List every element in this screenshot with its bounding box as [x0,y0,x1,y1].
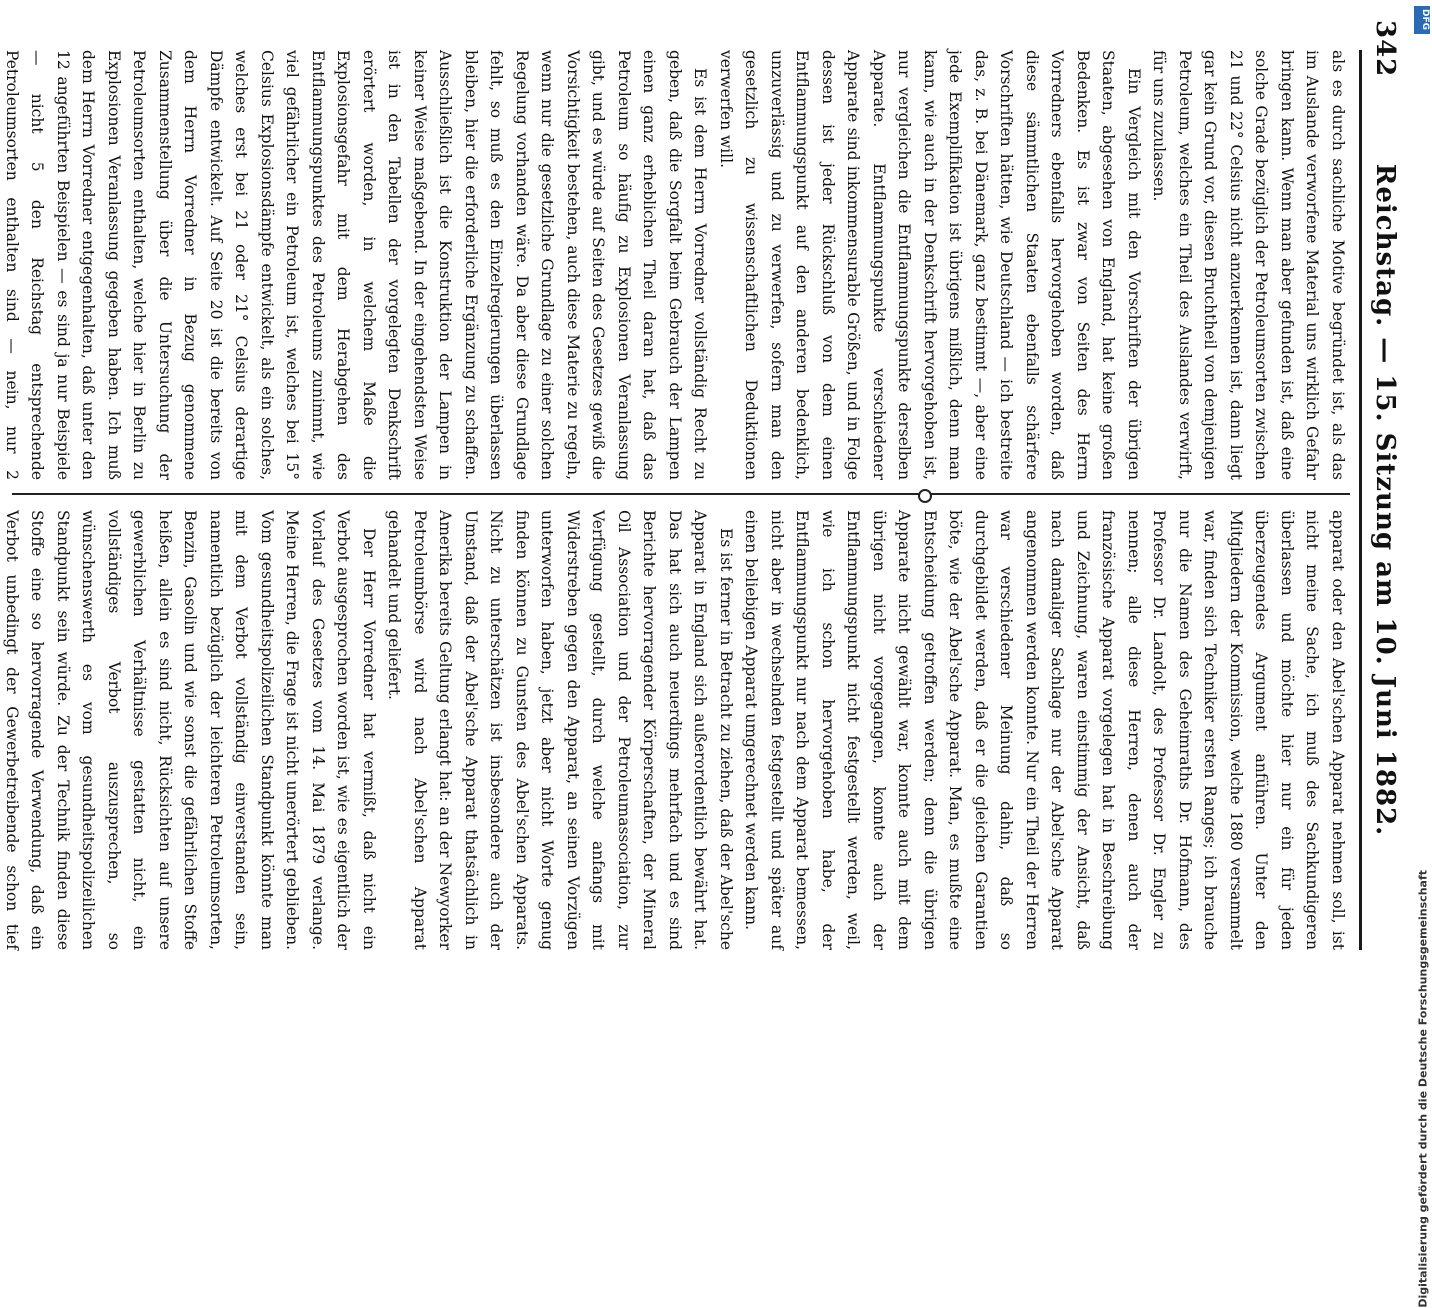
paragraph: Es ist ferner in Betracht zu ziehen, daß der Abel'sche Apparat in England sich außerordentlich bewährt hat. Das hat sich auch neuerdings mehrfach und es sind Berichte hervorragender Körperschaften, der Mineral Oil Association und der Petroleumassociation, zur Verfügung gestellt, durch welche anfangs mit Widerstreben gegen den Apparat, an seinen Vorzügen unterworfen haben, jetzt aber nicht Worte genug finden können zu Gunsten des Abel'schen Apparats. Nicht zu unterschätzen ist insbesondere auch der Umstand, daß der Abel'sche Apparat thatsächlich in Amerika bereits Geltung erlangt hat: an der Newyorker Petroleumbörse wird nach Abel'schen Apparat gehandelt und geliefert. [385,510,735,950]
column-divider [12,493,1350,495]
text-column-left [3,50,1350,480]
divider-mark [918,489,932,503]
paragraph: als es durch sachliche Motive begründet ist, als das im Auslande verworfene Material uns wirklich Gefahr bringen kann. Wenn man aber gefunden ist, daß eine solche Grade bezüglich der Petroleumsorten zwischen 21 und 22° Celsius nicht anzuerkennen ist, dann liegt gar kein Grund vor, diesen Bruchtheil von demjenigen Petroleum, welches ein Theil des Auslandes verwirft, für uns zuzulassen. [1150,50,1347,480]
dfg-logo: DFG [1414,6,1430,34]
page-number: 342 [1370,20,1400,78]
paragraph: apparat oder den Abel'schen Apparat nehmen soll, ist nicht meine Sache, ich muß des Sachkundigeren überlassen und möchte hier nur ein für jeden überzeugendes Argument anführen. Unter den Mitgliedern der Kommission, welche 1880 versammelt war, finden sich Techniker ersten Ranges; ich brauche nur die Namen des Geheimraths Dr. Hofmann, des Professor Dr. Landolt, des Professor Dr. Engler zu nennen; alle diese Herren, denen auch der französische Apparat vorgelegen hat in Beschreibung und Zeichnung, waren einstimmig der Ansicht, daß nach damaliger Sachlage nur der Abel'sche Apparat angenommen werden konnte. Nur ein Theil der Herren war verschiedener Meinung dahin, daß so durchgebildet werden, daß er die gleichen Garantien böte, wie der Abel'sche Apparat. Man, es mußte eine Entscheidung getroffen werden; denn die übrigen Apparate nicht gewählt war, konnte auch mit dem übrigen nicht vorgegangen, konnte auch der Entflammungspunkt nicht festgestellt werden, weil, wie ich schon hervorgehoben habe, der Entflammungspunkt nur nach dem Apparat bemessen, nicht aber in wechselnden festgestellt und später auf einen beliebigen Apparat umgerechnet werden kann. [742,510,1347,950]
credit-text: Digitalisierung gefördert durch die Deutsche Forschungsgemeinschaft [1417,870,1430,1308]
header-rule [1359,50,1362,950]
paragraph: Der Herr Vorredner hat vermißt, daß nicht ein Verbot ausgesprochen worden ist, wie es eigentlich der Vorlauf des Gesetzes vom 14. Mai 1879 verlange. Meine Herren, die Frage ist nicht unerörtert geblieben. Vom gesundheitspolizeilichen Standpunkt könnte man mit dem Verbot vollständig einverstanden sein, namentlich bezüglich der leichteren Petroleumsorten, Benzin, Gasolin und wie sonst die gefährlichen Stoffe heißen, allein es sind nicht, Rücksichten auf unsere gewerblichen Verhältnisse gestatten nicht, ein vollständiges Verbot auszusprechen, so wünschenswerth es vom gesundheitspolizeilichen Standpunkt sein würde. Zu der Technik finden diese Stoffe eine so hervorragende Verwendung, daß ein Verbot unbedingt der Gewerbetreibende schon tief [3,510,378,950]
page-header [1366,20,1400,980]
paragraph: Ein Vergleich mit den Vorschriften der übrigen Staaten, abgesehen von England, hat keine großen Bedenken. Es ist zwar von Seiten des Herrn Vorredners ebenfalls hervorgehoben worden, daß diese sämmtlichen Staaten ebenfalls schärfere Vorschriften hätten, wie Deutschland — ich bestreite das, z. B. bei Dänemark, ganz bestimmt —, aber eine jede Exemplifikation ist übrigens mißlich, denn man kann, wie auch in der Denkschrift hervorgehoben ist, nur vergleichen die Entflammungspunkte derselben Apparate. Entflammungspunkte verschiedener Apparate sind inkommensurable Größen, und in Folge dessen ist jeder Rückschluß von dem einen Entflammungspunkt auf den anderen bedenklich, unzuverlässig und zu verwerfen, sofern man den gesetzlich zu wissenschaftlichen Deduktionen verwerfen will. [717,50,1143,480]
text-column-right [3,510,1350,950]
paragraph: Es ist dem Herrn Vorredner vollständig Recht zu geben, daß die Sorgfalt beim Gebrauch der Lampen einen ganz erheblichen Theil daran hat, daß das Petroleum so häufig zu Explosionen Veranlassung gibt, und es würde auf Seiten des Gesetzes gewiß die Vorsichtigkeit bestehen, auch diese Materie zu regeln, wenn nur die gesetzliche Grundlage zu einer solchen Regelung vorhanden wäre. Da aber diese Grundlage fehlt, so muß es den Einzelregierungen überlassen bleiben, hier die erforderliche Ergänzung zu schaffen. Ausschließlich ist die Konstruktion der Lampen in keiner Weise maßgebend. In der eingehendsten Weise ist in den Tabellen der vorgelegten Denkschrift erörtert worden, in welchem Maße die Explosionsgefahr mit dem Herabgehen des Entflammungspunktes des Petroleums zunimmt, wie viel gefährlicher ein Petroleum ist, welches bei 15° Celsius Explosionsdämpfe entwickelt, als ein solches, welches erst bei 21 oder 21° Celsius derartige Dämpfe entwickelt. Auf Seite 20 ist die bereits von dem Herrn Vorredner in Bezug genommene Zusammenstellung über die Untersuchung der Petroleumsorten enthalten, welche hier in Berlin zu Explosionen Veranlassung gegeben haben. Ich muß dem Herrn Vorredner entgegenhalten, daß unter den 12 angeführten Beispielen — es sind ja nur Beispiele — nicht 5 den Reichstag entsprechende Petroleumsorten enthalten sind — nein, nur 2 [3,50,710,480]
digitization-credit [1412,0,1432,1308]
page-title: Reichstag. — 15. Sitzung am 10. Juni 1882. [1370,163,1400,837]
